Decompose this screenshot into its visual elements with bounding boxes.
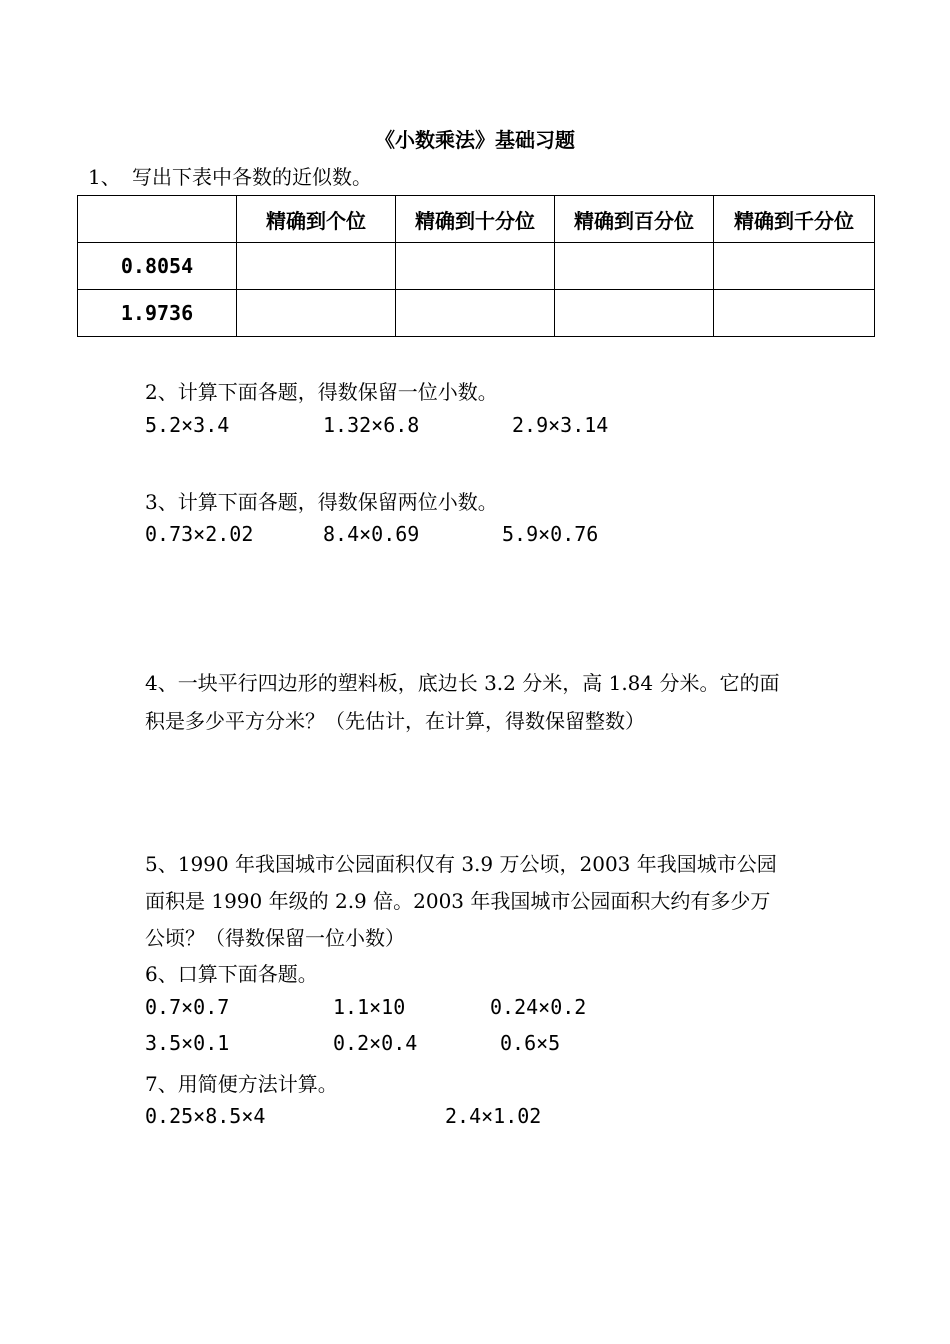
q6-item: 0.2×0.4 [333,1031,418,1055]
table-header-hundredths: 精确到百分位 [555,196,714,243]
q5-line: 面积是 1990 年级的 2.9 倍。2003 年我国城市公园面积大约有多少万 [145,889,771,913]
page-title: 《小数乘法》基础习题 [375,128,575,152]
answer-cell[interactable] [237,290,396,337]
q5-line: 公顷？（得数保留一位小数） [145,926,405,950]
q3-item: 5.9×0.76 [502,522,599,546]
q1-number: 1、 [88,165,121,189]
answer-cell[interactable] [237,243,396,290]
q4-line: 4、一块平行四边形的塑料板，底边长 3.2 分米，高 1.84 分米。它的面 [145,671,780,695]
q6-item: 0.24×0.2 [490,995,587,1019]
q3-prompt: 3、计算下面各题，得数保留两位小数。 [145,490,498,514]
table-header-thousandths: 精确到千分位 [714,196,875,243]
table-row-label: 1.9736 [78,290,237,337]
answer-cell[interactable] [714,290,875,337]
q3-item: 8.4×0.69 [323,522,420,546]
q6-prompt: 6、口算下面各题。 [145,962,318,986]
q4-line: 积是多少平方分米？（先估计，在计算，得数保留整数） [145,709,645,733]
q2-item: 1.32×6.8 [323,413,420,437]
table-row [78,243,875,290]
table-row [78,290,875,337]
answer-cell[interactable] [555,290,714,337]
table-row-label: 0.8054 [78,243,237,290]
q6-item: 3.5×0.1 [145,1031,230,1055]
answer-cell[interactable] [714,243,875,290]
answer-cell[interactable] [396,243,555,290]
approximation-table [77,195,875,337]
q6-item: 1.1×10 [333,995,406,1019]
table-header-ones: 精确到个位 [237,196,396,243]
q3-item: 0.73×2.02 [145,522,254,546]
q5-line: 5、1990 年我国城市公园面积仅有 3.9 万公顷，2003 年我国城市公园 [145,852,777,876]
q2-item: 5.2×3.4 [145,413,230,437]
table-header-tenths: 精确到十分位 [396,196,555,243]
q1-prompt: 写出下表中各数的近似数。 [132,165,372,189]
q2-item: 2.9×3.14 [512,413,609,437]
q7-item: 0.25×8.5×4 [145,1104,266,1128]
q6-item: 0.7×0.7 [145,995,230,1019]
q7-item: 2.4×1.02 [445,1104,542,1128]
table-header-row [78,196,875,243]
table-header-blank [78,196,237,243]
answer-cell[interactable] [555,243,714,290]
q2-prompt: 2、计算下面各题，得数保留一位小数。 [145,380,498,404]
q6-item: 0.6×5 [500,1031,561,1055]
q7-prompt: 7、用简便方法计算。 [145,1072,338,1096]
answer-cell[interactable] [396,290,555,337]
